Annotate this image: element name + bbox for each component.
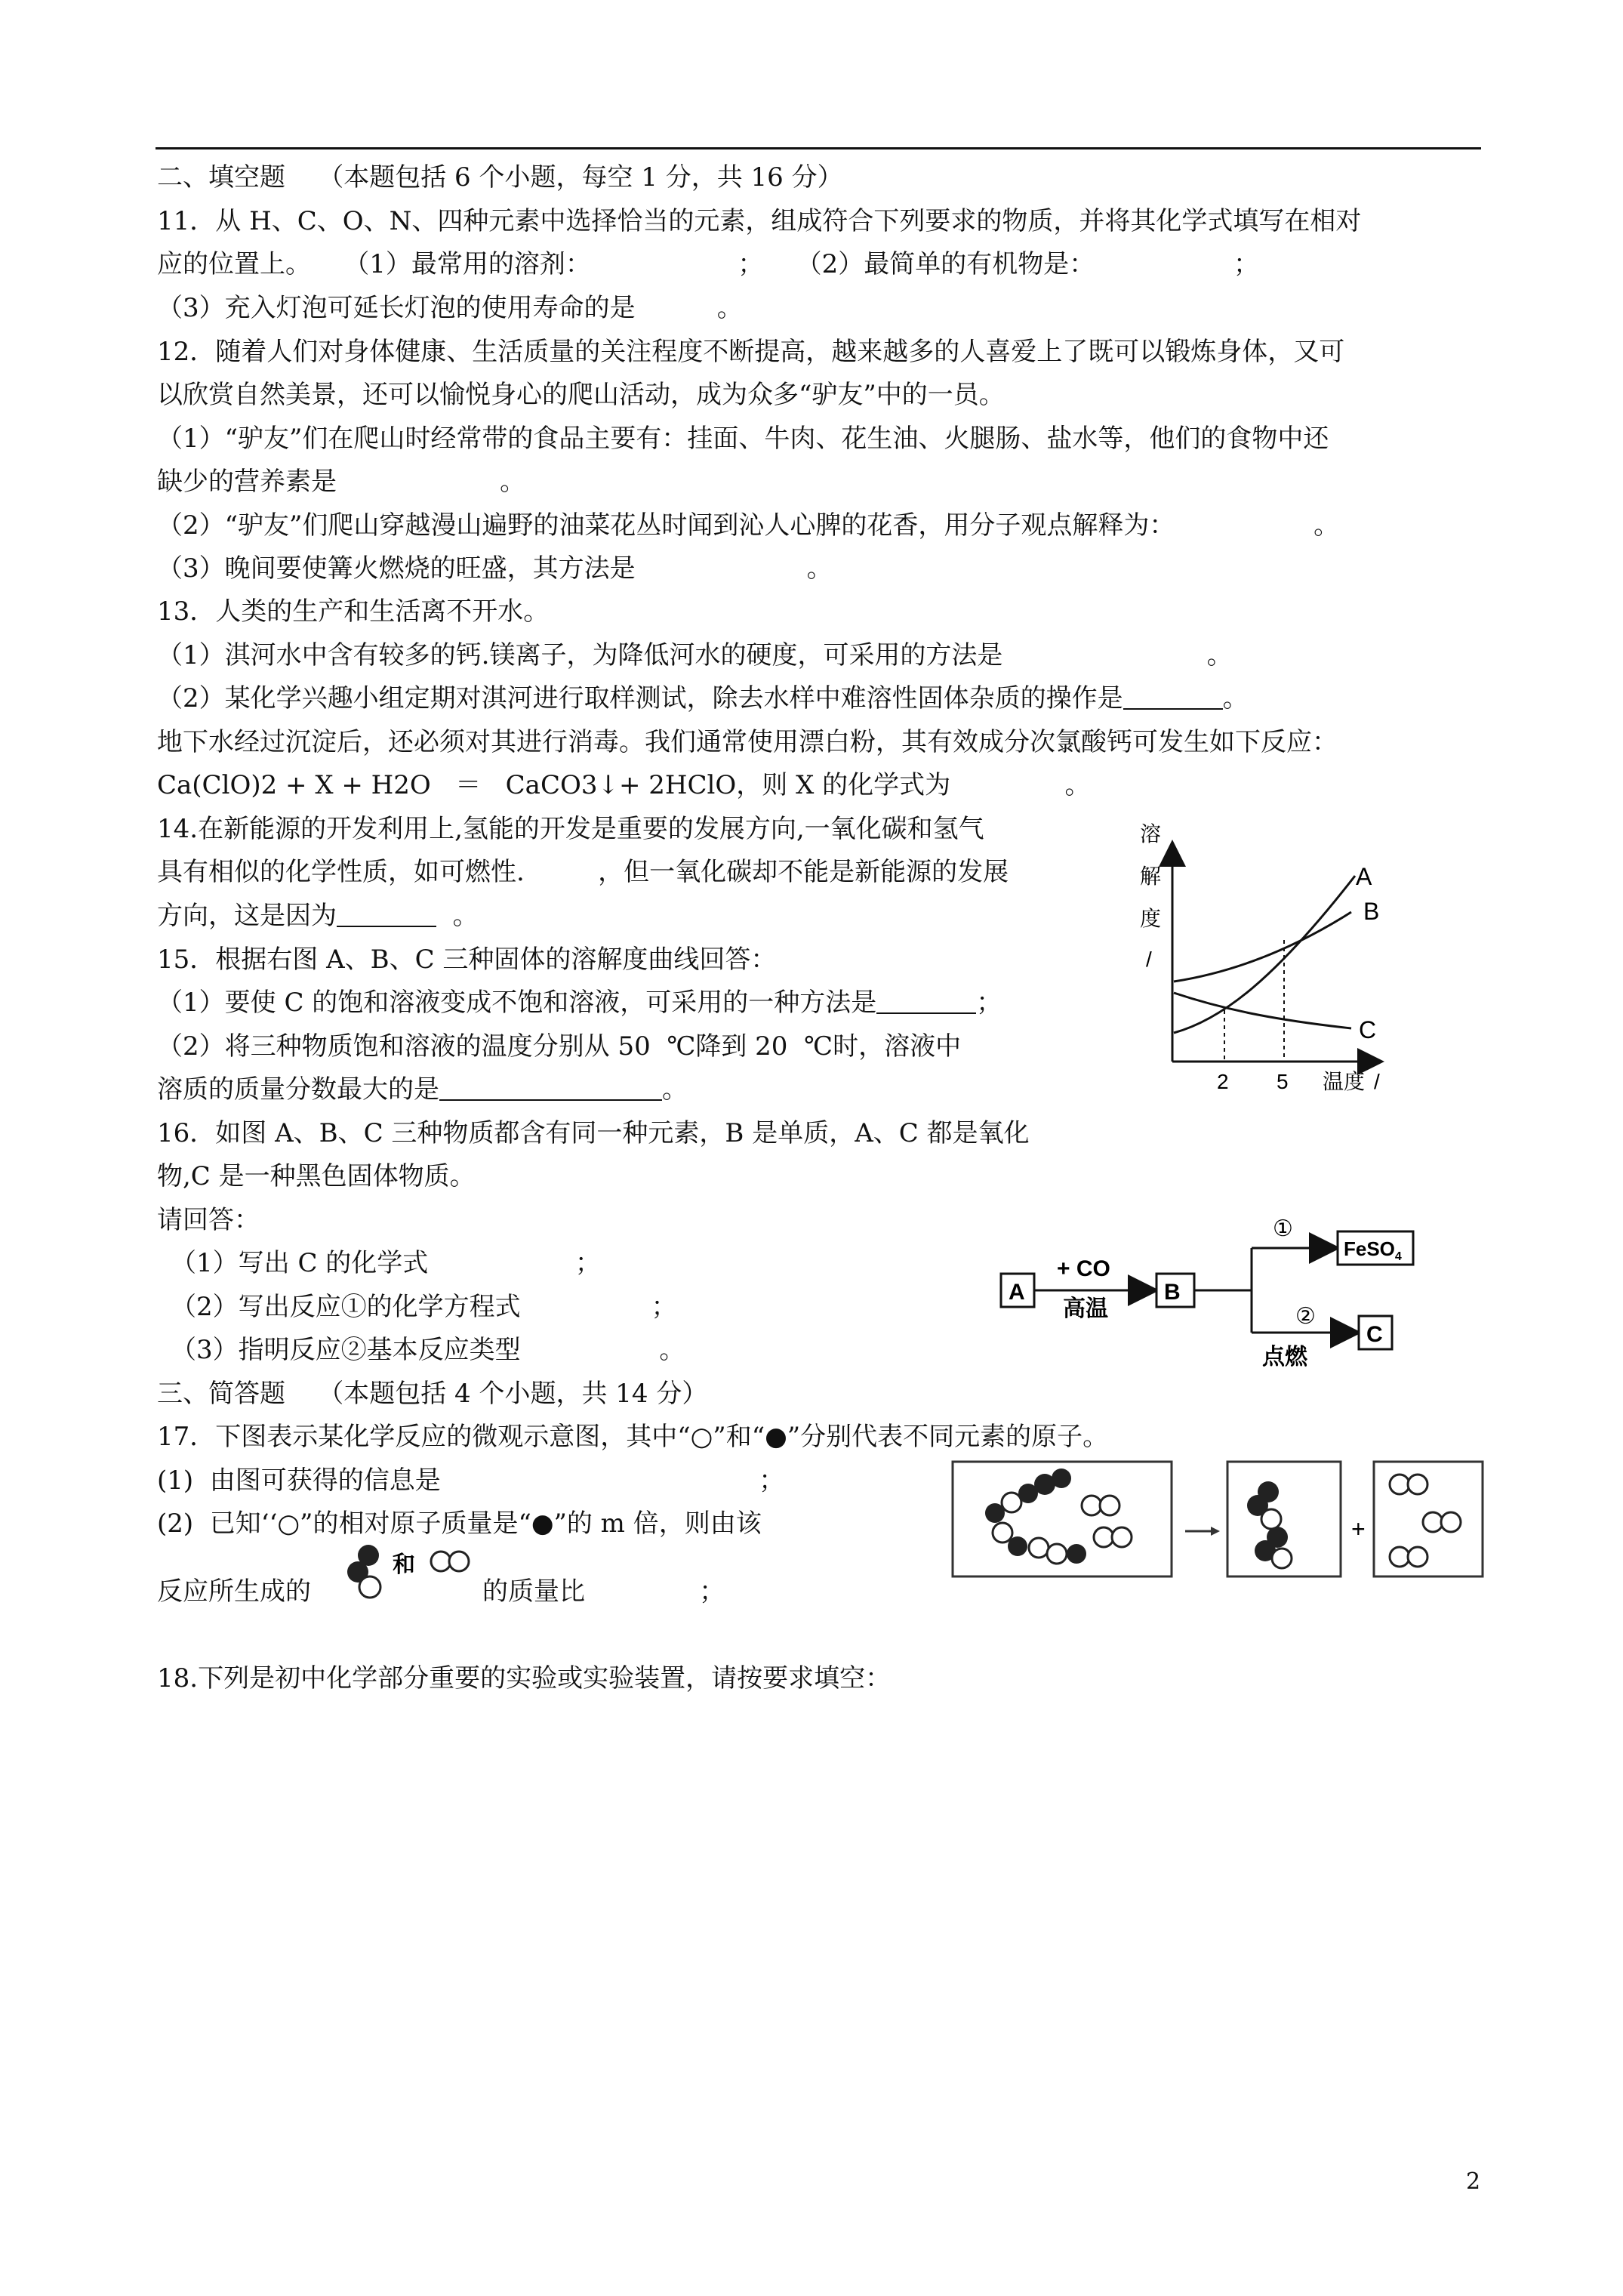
- curve-A: [1174, 876, 1355, 1033]
- reagent-co: + CO: [1057, 1256, 1110, 1281]
- q12-line6: （3）晚间要使篝火燃烧的旺盛，其方法是 。: [157, 553, 833, 584]
- q15-line4: 溶质的质量分数最大的是 。: [157, 1074, 688, 1105]
- box-C-label: C: [1366, 1322, 1383, 1347]
- q14-line1: 14.在新能源的开发利用上,氢能的开发是重要的发展方向,一氧化碳和氢气: [157, 814, 984, 844]
- box-B-label: B: [1164, 1280, 1181, 1305]
- curve-label-C: C: [1359, 1016, 1377, 1043]
- q13-line5: Ca(ClO)2 + X + H2O ＝ CaCO3↓+ 2HClO，则 X 的化学式为 。: [157, 770, 1091, 800]
- q16-line2: 物,C 是一种黑色固体物质。: [157, 1161, 476, 1191]
- q18-line1: 18.下列是初中化学部分重要的实验或实验装置，请按要求填空：: [157, 1663, 892, 1693]
- q13-line4: 地下水经过沉淀后，还必须对其进行消毒。我们通常使用漂白粉，其有效成分次氯酸钙可发生如下反应：: [157, 727, 1338, 757]
- header-rule: [156, 147, 1481, 149]
- solubility-graph: [1125, 815, 1412, 1102]
- q17-line2: (1) 由图可获得的信息是 ；: [157, 1465, 785, 1496]
- box-feso4-label: [1344, 1237, 1402, 1263]
- inline-white-atom: [359, 1576, 380, 1598]
- q12-line3: （1）“驴友”们在爬山时经常带的食品主要有：挂面、牛肉、花生油、火腿肠、盐水等，他们的食物中还: [157, 424, 1329, 454]
- q11-line1: 11．从 H、C、O、N、四种元素中选择恰当的元素，组成符合下列要求的物质，并将其化学式填写在相对: [157, 206, 1362, 236]
- section-2-heading: 二、填空题 （本题包括 6 个小题，每空 1 分，共 16 分）: [157, 162, 843, 193]
- q16-line6: （3）指明反应②基本反应类型 。: [171, 1335, 685, 1365]
- inline-molecule-icons: [338, 1540, 489, 1608]
- q16-line5: （2）写出反应①的化学方程式 ；: [171, 1292, 677, 1322]
- graph-ylabel-3: 度: [1140, 907, 1162, 930]
- q13-line3: （2）某化学兴趣小组定期对淇河进行取样测试，除去水样中难溶性固体杂质的操作是 。: [157, 683, 1249, 713]
- q11-line2: 应的位置上。 （1）最常用的溶剂： ； （2）最简单的有机物是： ；: [157, 249, 1260, 279]
- graph-ylabel-1: 溶: [1140, 822, 1162, 846]
- q17-line1: 17．下图表示某化学反应的微观示意图，其中“○”和“●”分别代表不同元素的原子。: [157, 1422, 1109, 1452]
- q15-line1: 15．根据右图 A、B、C 三种固体的溶解度曲线回答：: [157, 945, 777, 975]
- plus-sign: +: [1351, 1515, 1366, 1542]
- q12-line1: 12．随着人们对身体健康、生活质量的关注程度不断提高，越来越多的人喜爱上了既可以锻炼身体，又可: [157, 337, 1345, 367]
- page-number: 2: [1466, 2168, 1481, 2195]
- q15-line3: （2）将三种物质饱和溶液的温度分别从 50 ℃降到 20 ℃时，溶液中: [157, 1031, 962, 1062]
- graph-ylabel-4: /: [1146, 948, 1152, 971]
- condition-ignite: 点燃: [1262, 1344, 1307, 1370]
- micro-reaction-diagram: [950, 1459, 1486, 1579]
- feso4-subscript: 4: [1394, 1250, 1402, 1263]
- q16-line1: 16．如图 A、B、C 三种物质都含有同一种元素，B 是单质，A、C 都是氧化: [157, 1118, 1030, 1148]
- graph-xunit: /: [1374, 1070, 1380, 1093]
- reaction-1-label: ①: [1273, 1216, 1293, 1241]
- condition-high-temp: 高温: [1063, 1296, 1108, 1322]
- reaction-2-label: ②: [1295, 1304, 1316, 1329]
- curve-B: [1174, 912, 1351, 982]
- graph-xlabel: 温度: [1323, 1070, 1366, 1093]
- reaction-flow-diagram: [996, 1204, 1419, 1370]
- q16-line3: 请回答：: [157, 1205, 260, 1235]
- q12-line2: 以欣赏自然美景，还可以愉悦身心的爬山活动，成为众多“驴友”中的一员。: [157, 380, 1005, 410]
- curve-label-A: A: [1356, 863, 1372, 890]
- inline-o2-atom-1: [431, 1552, 451, 1571]
- x-tick-2: 2: [1217, 1070, 1229, 1093]
- graph-ylabel-2: 解: [1140, 864, 1162, 888]
- q14-line3: 方向，这是因为 。: [157, 901, 479, 931]
- inline-and-label: 和: [393, 1552, 415, 1578]
- q12-line4: 缺少的营养素是 。: [157, 467, 526, 497]
- q14-line2: 具有相似的化学性质，如可燃性. ，但一氧化碳却不能是新能源的发展: [157, 857, 1009, 887]
- q17-line3: (2) 已知‘‘○”的相对原子质量是“●”的 m 倍，则由该: [157, 1509, 762, 1539]
- feso4-text: FeSO: [1344, 1237, 1395, 1260]
- x-tick-5: 5: [1277, 1070, 1289, 1093]
- q16-line4: （1）写出 C 的化学式 ；: [171, 1248, 601, 1278]
- q13-line1: 13．人类的生产和生活离不开水。: [157, 596, 550, 627]
- q13-line2: （1）淇河水中含有较多的钙.镁离子，为降低河水的硬度，可采用的方法是 。: [157, 640, 1233, 670]
- q17-line4: 反应所生成的 的质量比 ；: [157, 1576, 725, 1607]
- q15-line2: （1）要使 C 的饱和溶液变成不饱和溶液，可采用的一种方法是 ；: [157, 988, 1002, 1018]
- inline-o2-atom-2: [449, 1552, 469, 1571]
- q11-line3: （3）充入灯泡可延长灯泡的使用寿命的是 。: [157, 293, 743, 323]
- q12-line5: （2）“驴友”们爬山穿越漫山遍野的油菜花丛时闻到沁人心脾的花香，用分子观点解释为： 。: [157, 510, 1340, 541]
- section-3-heading: 三、简答题 （本题包括 4 个小题，共 14 分）: [157, 1379, 708, 1409]
- curve-label-B: B: [1363, 898, 1380, 925]
- box-A-label: A: [1009, 1280, 1025, 1305]
